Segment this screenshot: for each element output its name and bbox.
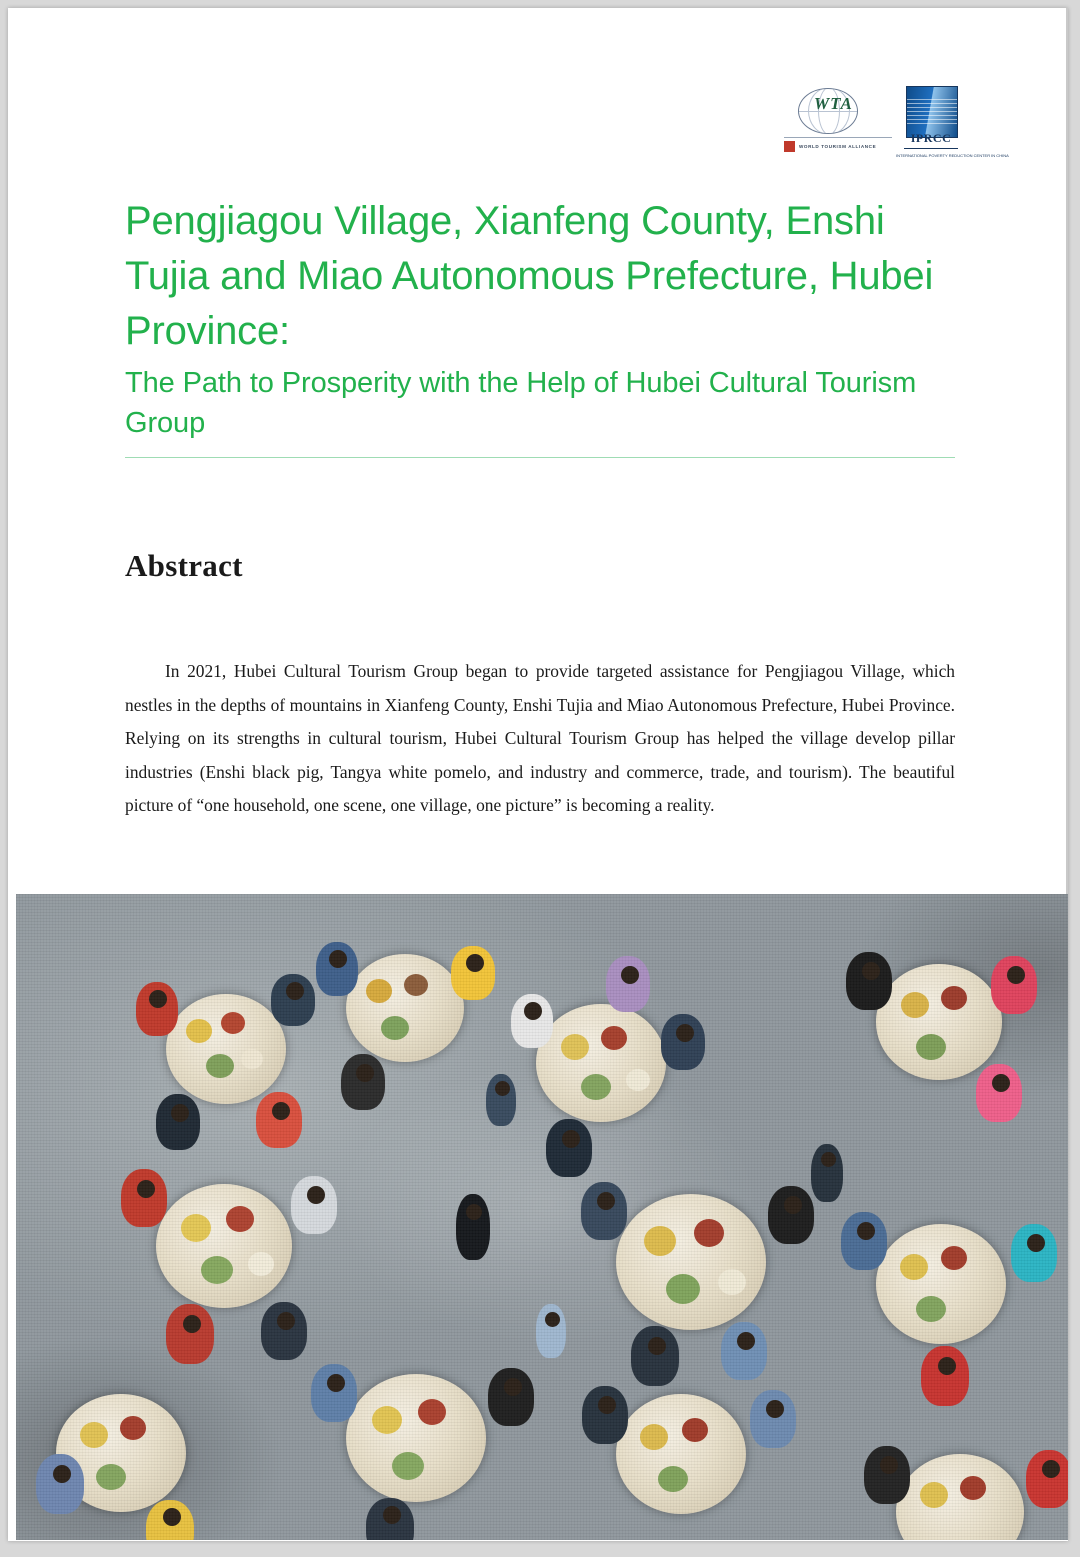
- iprcc-wordmark: IPRCC: [910, 131, 952, 145]
- title-block: [125, 194, 955, 458]
- wta-caption-row: [784, 140, 892, 152]
- wta-caption: WORLD TOURISM ALLIANCE: [799, 143, 877, 149]
- wta-divider: [784, 137, 892, 138]
- iprcc-logo: [896, 86, 1009, 158]
- abstract-text: In 2021, Hubei Cultural Tourism Group began to provide targeted assistance for Pengjiagou Village, which nestles in the depths of mountains in Xianfeng County, Enshi Tujia and Miao Autonomous Prefecture, Hubei Province. Relying on its strengths in cultural tourism, Hubei Cultural Tourism Group has helped the village develop pillar industries (Enshi black pig, Tangya white pomelo, and industry and commerce, trade, and tourism). The beautiful picture of “one household, one scene, one village, one picture” is becoming a reality.: [125, 661, 955, 816]
- page-title: Pengjiagou Village, Xianfeng County, Enshi Tujia and Miao Autonomous Prefecture, Hubei Province:: [125, 199, 934, 353]
- page-edge: [1066, 8, 1068, 894]
- title-divider: [125, 457, 955, 458]
- iprcc-divider: [904, 148, 958, 149]
- wta-logo: [784, 86, 892, 158]
- wta-wordmark: WTA: [814, 94, 853, 113]
- page-subtitle: The Path to Prosperity with the Help of Hubei Cultural Tourism Group: [125, 367, 917, 439]
- logo-row: [784, 86, 1009, 158]
- abstract-heading: Abstract: [125, 548, 243, 583]
- red-square-icon: [784, 141, 795, 152]
- banquet-photo: [16, 894, 1068, 1540]
- document-page: [8, 8, 1068, 1541]
- iprcc-caption: INTERNATIONAL POVERTY REDUCTION CENTER IN CHINA: [896, 153, 1009, 158]
